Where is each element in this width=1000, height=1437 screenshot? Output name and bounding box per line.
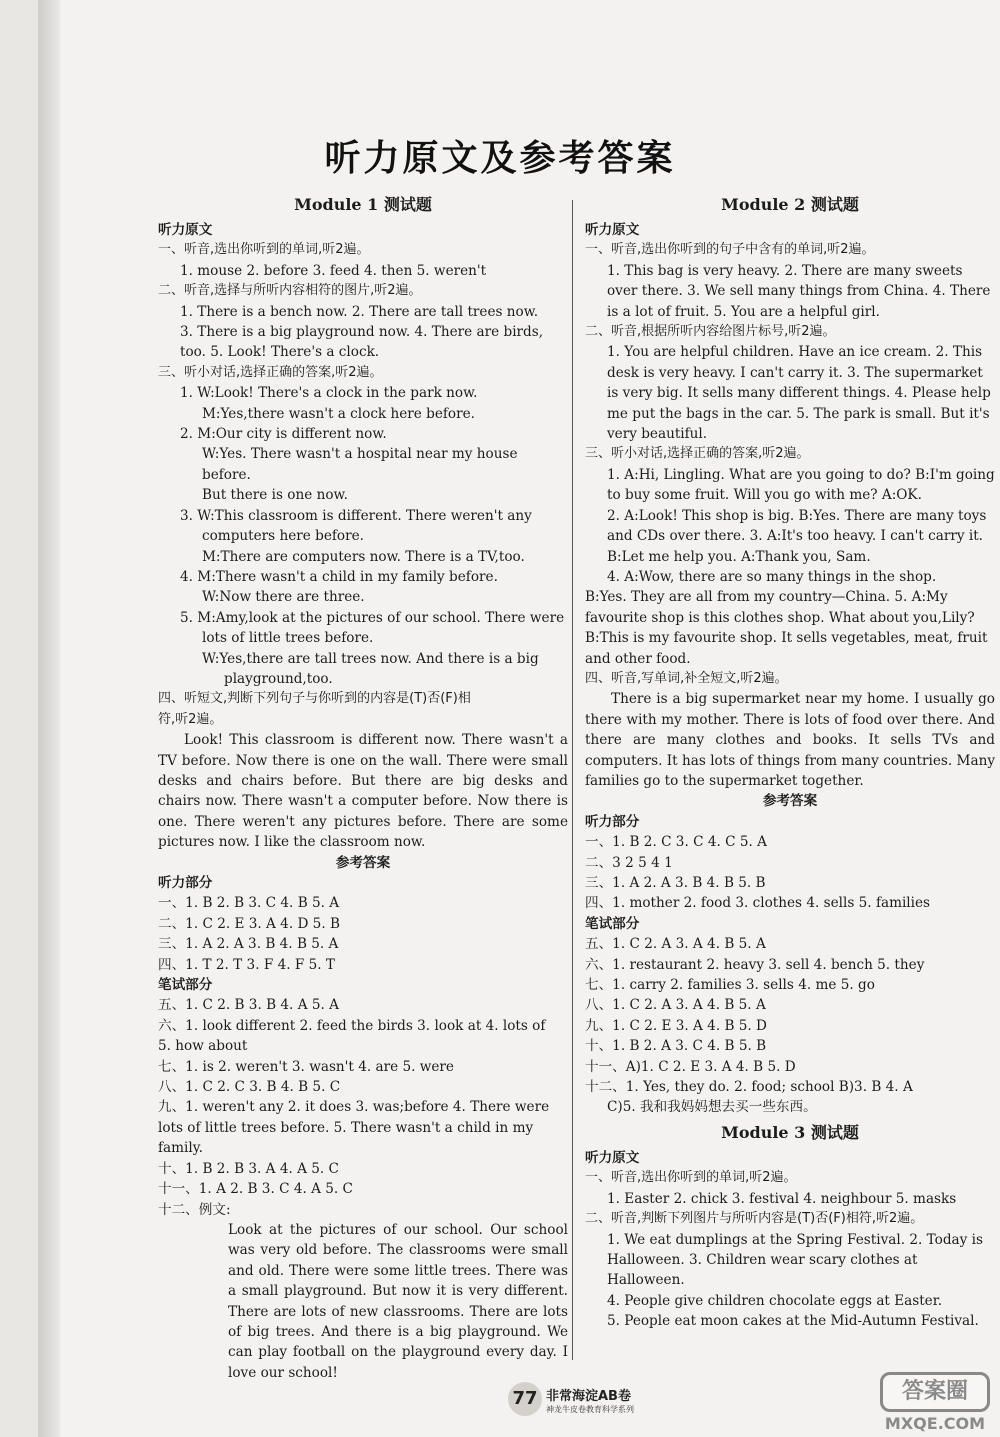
text-line: 一、1. B 2. C 3. C 4. C 5. A (585, 834, 767, 851)
text-line: 1. Easter 2. chick 3. festival 4. neighbour 5. masks (607, 1190, 957, 1207)
module-1-title: Module 1 测试题 (294, 195, 432, 214)
text-line: Look! This classroom is different now. There wasn't a TV before. Now there is one on the wall. There were small desks and chairs before. But there are big desks and chairs now. There wasn't a computer before. Now there is one. There weren't any pictures before. There are some pictures now. I like the classroom now. (158, 732, 568, 851)
text-line: 六、1. look different 2. feed the birds 3. look at 4. lots of (158, 1017, 546, 1034)
text-line: 一、听音,选出你听到的句子中含有的单词,听2遍。 (585, 242, 875, 258)
text-line: 2. M:Our city is different now. (180, 426, 387, 443)
text-line: 十一、1. A 2. B 3. C 4. A 5. C (158, 1181, 353, 1198)
text-line: 笔试部分 (158, 977, 213, 994)
text-line: 二、听音,判断下列图片与所听内容是(T)否(F)相符,听2遍。 (585, 1211, 924, 1227)
text-line: 笔试部分 (585, 915, 640, 932)
text-line: 三、1. A 2. A 3. B 4. B 5. A (158, 936, 339, 953)
text-line: 1. This bag is very heavy. 2. There are many sweets over there. 3. We sell many things from China. 4. There is a lot of fruit. 5. You are a helpful girl. (607, 262, 991, 320)
text-line: 3. There is a big playground now. 4. There are birds, (180, 324, 544, 341)
text-line: 七、1. is 2. weren't 3. wasn't 4. are 5. were (158, 1058, 454, 1075)
text-line: 三、1. A 2. A 3. B 4. B 5. B (585, 875, 766, 891)
text-line: 九、1. C 2. E 3. A 4. B 5. D (585, 1017, 767, 1034)
text-line: 五、1. C 2. B 3. B 4. A 5. A (158, 997, 339, 1014)
text-line: W:Now there are three. (202, 589, 365, 606)
text-line: M:There are computers now. There is a TV,too. (202, 548, 525, 565)
text-line: 三、听小对话,选择正确的答案,听2遍。 (158, 364, 383, 380)
text-line: 5. M:Amy,look at the pictures of our school. There were (180, 609, 565, 626)
module-3-title: Module 3 测试题 (721, 1122, 859, 1142)
module-3-content (585, 1168, 995, 1331)
brand-series: 神龙牛皮卷教育科学系列 (546, 1405, 634, 1414)
text-line: 十二、1. Yes, they do. 2. food; school B)3. B 4. A (585, 1079, 913, 1096)
column-divider (572, 200, 573, 1360)
text-line: 四、听音,写单词,补全短文,听2遍。 (585, 670, 788, 686)
text-line: 二、听音,根据所听内容给图片标号,听2遍。 (585, 324, 836, 340)
text-line: 十、1. B 2. B 3. A 4. A 5. C (158, 1160, 339, 1177)
module-2-content (585, 240, 995, 1117)
text-line: 听力部分 (585, 813, 640, 830)
text-line: lots of little trees before. 5. There wasn't a child in my (158, 1119, 534, 1136)
text-line: family. (158, 1140, 203, 1157)
page-fold-shadow (38, 0, 60, 1437)
text-line: 四、1. mother 2. food 3. clothes 4. sells 5. families (585, 895, 931, 912)
text-line: 5. People eat moon cakes at the Mid-Autumn Festival. (607, 1313, 979, 1330)
text-line: 十、1. B 2. A 3. C 4. B 5. B (585, 1038, 767, 1055)
text-line: C)5. 我和我妈妈想去买一些东西。 (607, 1099, 817, 1116)
text-line: 1. You are helpful children. Have an ice cream. 2. This desk is very heavy. I can't carry it. 3. The supermarket is very big. It sells many different things. 4. Please help me put the bags in the car. 5. The park is small. But it's very beautiful. (607, 344, 991, 443)
text-line: 5. how about (158, 1038, 248, 1055)
right-column (585, 190, 995, 1332)
watermark-url: MXQE.COM (884, 1414, 986, 1433)
text-line: 六、1. restaurant 2. heavy 3. sell 4. bench 5. they (585, 956, 925, 973)
text-line: 3. W:This classroom is different. There weren't any (180, 507, 532, 524)
text-line: 九、1. weren't any 2. it does 3. was;before 4. There were (158, 1099, 550, 1116)
text-line: W:Yes. There wasn't a hospital near my house before. (202, 446, 518, 483)
text-line: 三、听小对话,选择正确的答案,听2遍。 (585, 446, 810, 462)
text-line: 1. mouse 2. before 3. feed 4. then 5. weren't (180, 262, 487, 279)
text-line: 二、3 2 5 4 1 (585, 854, 673, 871)
text-line: 五、1. C 2. A 3. A 4. B 5. A (585, 936, 766, 953)
module-1-transcript-heading: 听力原文 (158, 222, 213, 238)
text-line: 二、听音,选择与所听内容相符的图片,听2遍。 (158, 283, 422, 299)
page-number: 77 (508, 1382, 542, 1416)
text-line: 1. We eat dumplings at the Spring Festival. 2. Today is Halloween. 3. Children wear scary clothes at Halloween. (607, 1231, 983, 1289)
text-line: 四、1. T 2. T 3. F 4. F 5. T (158, 956, 335, 973)
text-line: 听力部分 (158, 875, 213, 891)
page-footer (508, 1382, 728, 1430)
module-1-content (158, 240, 568, 1220)
text-line: 4. A:Wow, there are so many things in the shop. (607, 568, 937, 585)
brand-name: 非常海淀AB卷 (546, 1389, 631, 1404)
text-line: 一、听音,选出你听到的单词,听2遍。 (585, 1170, 797, 1186)
text-line: 1. There is a bench now. 2. There are tall trees now. (180, 303, 539, 320)
text-line: M:Yes,there wasn't a clock here before. (202, 405, 475, 422)
text-line: 四、听短文,判断下列句子与你听到的内容是(T)否(F)相 (158, 691, 471, 707)
text-line: computers here before. (202, 528, 364, 545)
text-line: But there is one now. (202, 487, 348, 504)
text-line: 十一、A)1. C 2. E 3. A 4. B 5. D (585, 1058, 796, 1075)
text-line: 一、听音,选出你听到的单词,听2遍。 (158, 242, 370, 258)
module-3-transcript-heading: 听力原文 (585, 1149, 640, 1166)
text-line: 十二、例文: (158, 1201, 231, 1218)
text-line: 七、1. carry 2. families 3. sells 4. me 5. go (585, 977, 875, 994)
left-column (158, 190, 568, 1383)
text-line: lots of little trees before. (202, 630, 374, 647)
text-line: 参考答案 (762, 793, 818, 810)
text-line: 2. A:Look! This shop is big. B:Yes. There are many toys and CDs over there. 3. A:It's too heavy. I can't carry it. B:Let me help you. A:Thank you, Sam. (607, 507, 987, 565)
text-line: too. 5. Look! There's a clock. (180, 344, 380, 361)
text-line: 参考答案 (335, 854, 391, 871)
text-line: 八、1. C 2. C 3. B 4. B 5. C (158, 1079, 341, 1096)
text-line: 1. W:Look! There's a clock in the park now. (180, 385, 478, 402)
text-line: 4. People give children chocolate eggs at Easter. (607, 1292, 943, 1309)
module-1-sample-essay: Look at the pictures of our school. Our school was very old before. The classrooms were small and old. There were some little trees. There was a small playground. But now it is very different. There are lots of new classrooms. There are lots of big trees. And there is a big playground. We can play football on the playground every day. I love our school! (228, 1221, 568, 1381)
module-2-title: Module 2 测试题 (721, 195, 859, 214)
text-line: 符,听2遍。 (158, 711, 223, 727)
text-line: B:Yes. They are all from my country—China. 5. A:My favourite shop is this clothes shop. What about you,Lily? B:This is my favourite shop. It sells vegetables, meat, fruit and other food. (585, 589, 988, 667)
text-line: 一、1. B 2. B 3. C 4. B 5. A (158, 895, 340, 912)
page-title: 听力原文及参考答案 (324, 138, 676, 179)
text-line: 二、1. C 2. E 3. A 4. D 5. B (158, 915, 340, 932)
text-line: playground,too. (224, 670, 333, 687)
text-line: 八、1. C 2. A 3. A 4. B 5. A (585, 997, 766, 1014)
text-line: 4. M:There wasn't a child in my family before. (180, 568, 498, 585)
text-line: W:Yes,there are tall trees now. And there is a big (202, 650, 539, 667)
text-line: 1. A:Hi, Lingling. What are you going to do? B:I'm going to buy some fruit. Will you go with me? A:OK. (607, 466, 995, 504)
text-line: There is a big supermarket near my home. I usually go there with my mother. There is lots of food over there. And there are many clothes and books. It sells TVs and computers. It has lots of things from many countries. Many families go to the supermarket together. (585, 691, 995, 789)
module-2-transcript-heading: 听力原文 (585, 222, 640, 238)
watermark (880, 1372, 990, 1434)
watermark-badge: 答案圈 (880, 1372, 990, 1412)
